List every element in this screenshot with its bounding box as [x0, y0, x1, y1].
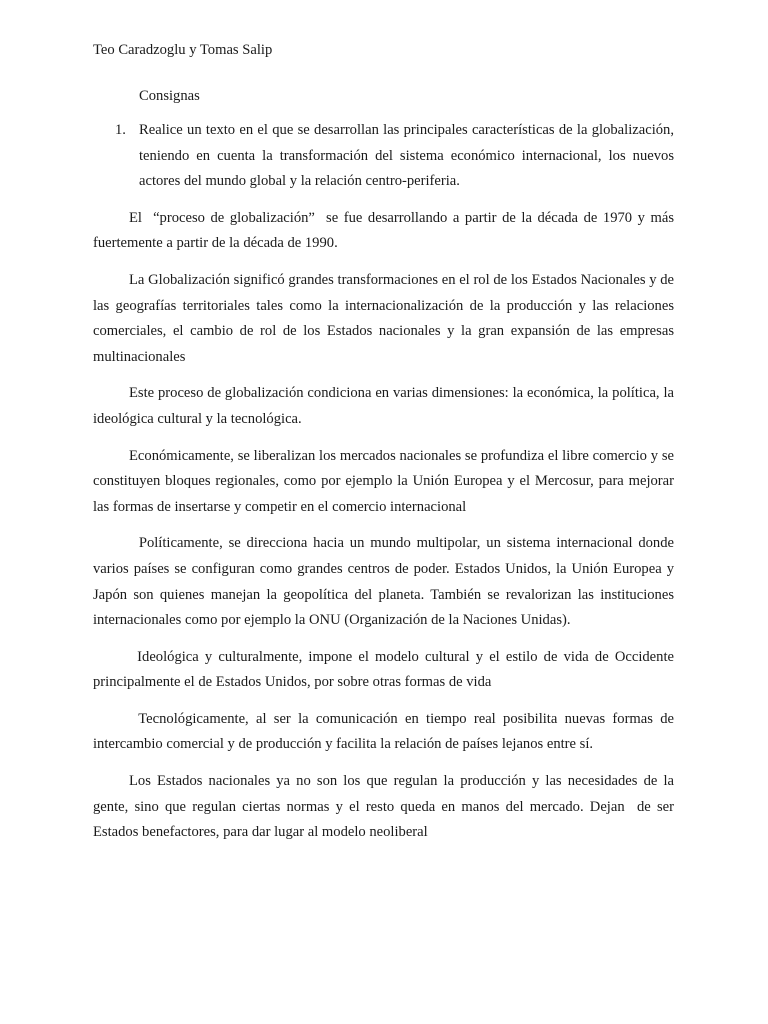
paragraph-economic: Económicamente, se liberalizan los mercados nacionales se profundiza el libre comercio y se constituyen bloques regionales, como por ejemplo la Unión Europea y el Mercosur, para mejorar las formas de insertarse y competir en el comercio internacional: [93, 447, 678, 515]
instruction-text: Realice un texto en el que se desarrollan las principales características de la globalización, teniendo en cuenta la transformación del sistema económico internacional, los nuevos actores del mundo global y la relación centro-periferia.: [139, 122, 674, 190]
instruction-number: 1.: [115, 122, 126, 138]
paragraph-transformations: La Globalización significó grandes transformaciones en el rol de los Estados Nacionales y de las geografías territoriales tales como la internacionalización de la producción y las relaciones comerciales, el cambio de rol de los Estados nacionales y la gran expansión de las empresas multinacionales: [93, 271, 678, 365]
paragraph-ideological-cultural: Ideológica y culturalmente, impone el modelo cultural y el estilo de vida de Occidente principalmente el de Estados Unidos, por sobre otras formas de vida: [93, 648, 678, 691]
document-header: Teo Caradzoglu y Tomas Salip: [93, 42, 273, 58]
paragraph-technological: Tecnológicamente, al ser la comunicación en tiempo real posibilita nuevas formas de intercambio comercial y de producción y facilita la relación de países lejanos entre sí.: [93, 710, 678, 753]
paragraph-national-states: Los Estados nacionales ya no son los que regulan la producción y las necesidades de la gente, sino que regulan ciertas normas y el resto queda en manos del mercado. Dejan de ser Estados benefactores, para dar lugar al modelo neoliberal: [93, 773, 678, 841]
section-heading: Consignas: [139, 88, 200, 104]
document-page: [93, 38, 678, 857]
paragraph-political: Políticamente, se direcciona hacia un mundo multipolar, un sistema internacional donde varios países se configuran como grandes centros de poder. Estados Unidos, la Unión Europea y Japón son quienes manejan la geopolítica del planeta. También se revalorizan las instituciones internacionales como por ejemplo la ONU (Organización de la Naciones Unidas).: [93, 535, 678, 629]
paragraph-globalization-process: El “proceso de globalización” se fue desarrollando a partir de la década de 1970 y más fuertemente a partir de la década de 1990.: [93, 209, 678, 252]
paragraph-dimensions: Este proceso de globalización condiciona en varias dimensiones: la económica, la política, la ideológica cultural y la tecnológica.: [93, 385, 678, 427]
instruction-item: [93, 118, 674, 195]
